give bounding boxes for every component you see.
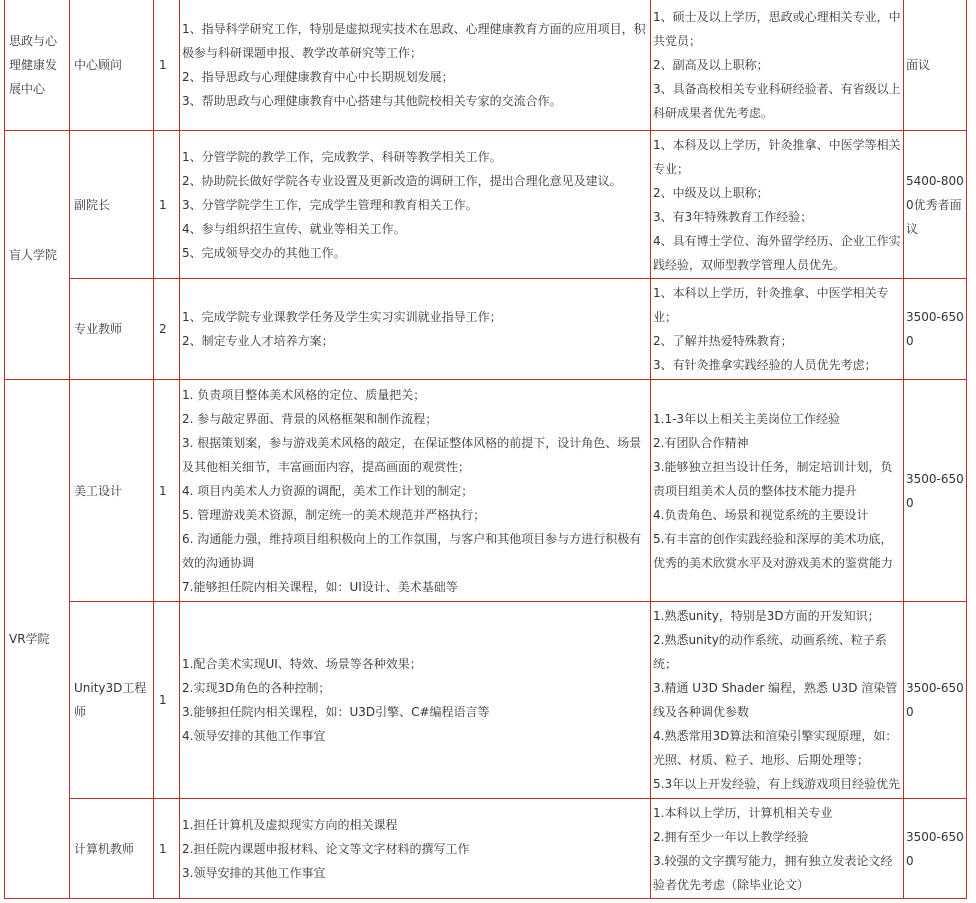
duty-line: 1. 负责项目整体美术风格的定位、质量把关； bbox=[182, 387, 426, 402]
requirement-line: 3、具备高校相关专业科研经验者、有省级以上科研成果者优先考虑。 bbox=[653, 81, 901, 120]
salary-cell: 3500-6500 bbox=[904, 799, 967, 899]
duty-line: 4.领导安排的其他工作事宜 bbox=[182, 729, 326, 743]
salary-cell: 5400-8000优秀者面议 bbox=[904, 131, 967, 279]
headcount-cell: 1 bbox=[154, 131, 180, 279]
requirement-line: 5.有丰富的创作实践经验和深厚的美术功底，优秀的美术欣赏水平及对游戏美术的鉴赏能力 bbox=[653, 531, 894, 570]
duty-line: 2、指导思政与心理健康教育中心中长期规划发展； bbox=[182, 69, 454, 84]
table-row bbox=[5, 279, 967, 380]
requirement-line: 3.能够独立担当设计任务，制定培训计划，负责项目组美术人员的整体技术能力提升 bbox=[653, 459, 893, 498]
duties-cell bbox=[180, 131, 651, 279]
salary-cell: 3500-6500 bbox=[904, 279, 967, 380]
duty-line: 4、参与组织招生宣传、就业等相关工作。 bbox=[182, 221, 406, 236]
duties-cell bbox=[180, 0, 651, 131]
duty-line: 1.担任计算机及虚拟现实方向的相关课程 bbox=[182, 817, 398, 832]
requirement-line: 2、中级及以上职称； bbox=[653, 185, 769, 200]
duty-line: 1、完成学院专业课教学任务及学生实习实训就业指导工作； bbox=[182, 310, 502, 324]
requirement-line: 2.拥有至少一年以上教学经验 bbox=[653, 829, 809, 844]
salary-cell: 面议 bbox=[904, 0, 967, 131]
requirement-line: 5.3年以上开发经验，有上线游戏项目经验优先 bbox=[653, 777, 901, 791]
salary-cell: 3500-6500 bbox=[904, 380, 967, 602]
table-row bbox=[5, 799, 967, 899]
duty-line: 5、完成领导交办的其他工作。 bbox=[182, 245, 346, 260]
duty-line: 2.实现3D角色的各种控制； bbox=[182, 681, 331, 695]
table-row bbox=[5, 380, 967, 602]
requirement-line: 2、了解并热爱特殊教育； bbox=[653, 334, 793, 348]
requirement-line: 3、有3年特殊教育工作经验； bbox=[653, 209, 813, 224]
position-cell: 中心顾问 bbox=[70, 0, 154, 131]
table-row bbox=[5, 602, 967, 799]
requirement-line: 3.精通 U3D Shader 编程，熟悉 U3D 渲染管线及各种调优参数 bbox=[653, 681, 898, 719]
requirements-cell bbox=[651, 279, 904, 380]
duty-line: 1.配合美术实现UI、特效、场景等各种效果； bbox=[182, 657, 422, 671]
duty-line: 7.能够担任院内相关课程，如：UI设计、美术基础等 bbox=[182, 579, 458, 594]
position-cell: 计算机教师 bbox=[70, 799, 154, 899]
recruitment-table bbox=[4, 0, 967, 899]
duty-line: 3、帮助思政与心理健康教育中心搭建与其他院校相关专家的交流合作。 bbox=[182, 93, 562, 108]
requirement-line: 1.1-3年以上相关主美岗位工作经验 bbox=[653, 411, 841, 426]
position-cell: 专业教师 bbox=[70, 279, 154, 380]
requirements-cell bbox=[651, 131, 904, 279]
duty-line: 6. 沟通能力强，维持项目组积极向上的工作氛围，与客户和其他项目参与方进行积极有效的沟通协调 bbox=[182, 531, 642, 570]
duty-line: 5. 管理游戏美术资源，制定统一的美术规范并严格执行； bbox=[182, 507, 486, 522]
requirement-line: 4.熟悉常用3D算法和渲染引擎实现原理，如：光照、材质、粒子、地形、后期处理等； bbox=[653, 729, 898, 767]
headcount-cell: 1 bbox=[154, 0, 180, 131]
requirements-cell bbox=[651, 380, 904, 602]
requirement-line: 4、具有博士学位、海外留学经历、企业工作实践经验，双师型教学管理人员优先。 bbox=[653, 233, 901, 272]
duty-line: 1、指导科学研究工作，特别是虚拟现实技术在思政、心理健康教育方面的应用项目，积极参与科研课题申报、教学改革研究等工作； bbox=[182, 21, 646, 60]
requirement-line: 1、硕士及以上学历，思政或心理相关专业，中共党员； bbox=[653, 9, 901, 48]
requirement-line: 1、本科及以上学历，针灸推拿、中医学等相关专业； bbox=[653, 137, 901, 176]
department-cell: VR学院 bbox=[5, 380, 70, 899]
duty-line: 3、分管学院学生工作，完成学生管理和教育相关工作。 bbox=[182, 197, 478, 212]
requirement-line: 2.有团队合作精神 bbox=[653, 435, 749, 450]
requirement-line: 2.熟悉unity的动作系统、动画系统、粒子系统； bbox=[653, 633, 887, 671]
headcount-cell: 1 bbox=[154, 380, 180, 602]
table-row bbox=[5, 131, 967, 279]
duty-line: 3. 根据策划案，参与游戏美术风格的敲定，在保证整体风格的前提下，设计角色、场景及其他相关细节，丰富画面内容，提高画面的观赏性； bbox=[182, 435, 642, 474]
requirements-cell bbox=[651, 799, 904, 899]
duty-line: 1、分管学院的教学工作，完成教学、科研等教学相关工作。 bbox=[182, 149, 502, 164]
headcount-cell: 2 bbox=[154, 279, 180, 380]
position-cell: 美工设计 bbox=[70, 380, 154, 602]
duty-line: 2、协助院长做好学院各专业设置及更新改造的调研工作，提出合理化意见及建议。 bbox=[182, 173, 622, 188]
duties-cell bbox=[180, 799, 651, 899]
salary-cell: 3500-6500 bbox=[904, 602, 967, 799]
headcount-cell: 1 bbox=[154, 602, 180, 799]
department-cell: 盲人学院 bbox=[5, 131, 70, 380]
table-row bbox=[5, 0, 967, 131]
requirement-line: 3.较强的文字撰写能力，拥有独立发表论文经验者优先考虑（除毕业论文） bbox=[653, 853, 893, 892]
duty-line: 3.能够担任院内相关课程，如：U3D引擎、C#编程语言等 bbox=[182, 705, 490, 719]
duties-cell bbox=[180, 602, 651, 799]
duty-line: 3.领导安排的其他工作事宜 bbox=[182, 865, 326, 880]
department-cell: 思政与心理健康发展中心 bbox=[5, 0, 70, 131]
position-cell: Unity3D工程师 bbox=[70, 602, 154, 799]
requirement-line: 3、有针灸推拿实践经验的人员优先考虑； bbox=[653, 358, 877, 372]
requirements-cell bbox=[651, 0, 904, 131]
position-cell: 副院长 bbox=[70, 131, 154, 279]
requirement-line: 4.负责角色、场景和视觉系统的主要设计 bbox=[653, 507, 869, 522]
requirement-line: 1、本科以上学历，针灸推拿、中医学相关专业； bbox=[653, 286, 889, 324]
requirement-line: 2、副高及以上职称； bbox=[653, 57, 769, 72]
requirement-line: 1.本科以上学历，计算机相关专业 bbox=[653, 805, 833, 820]
requirements-cell bbox=[651, 602, 904, 799]
headcount-cell: 1 bbox=[154, 799, 180, 899]
duty-line: 2、制定专业人才培养方案； bbox=[182, 334, 334, 348]
duty-line: 2.担任院内课题申报材料、论文等文字材料的撰写工作 bbox=[182, 841, 470, 856]
duties-cell bbox=[180, 380, 651, 602]
duty-line: 4. 项目内美术人力资源的调配，美术工作计划的制定； bbox=[182, 483, 474, 498]
duties-cell bbox=[180, 279, 651, 380]
requirement-line: 1.熟悉unity，特别是3D方面的开发知识； bbox=[653, 609, 880, 623]
duty-line: 2. 参与敲定界面、背景的风格框架和制作流程； bbox=[182, 411, 438, 426]
